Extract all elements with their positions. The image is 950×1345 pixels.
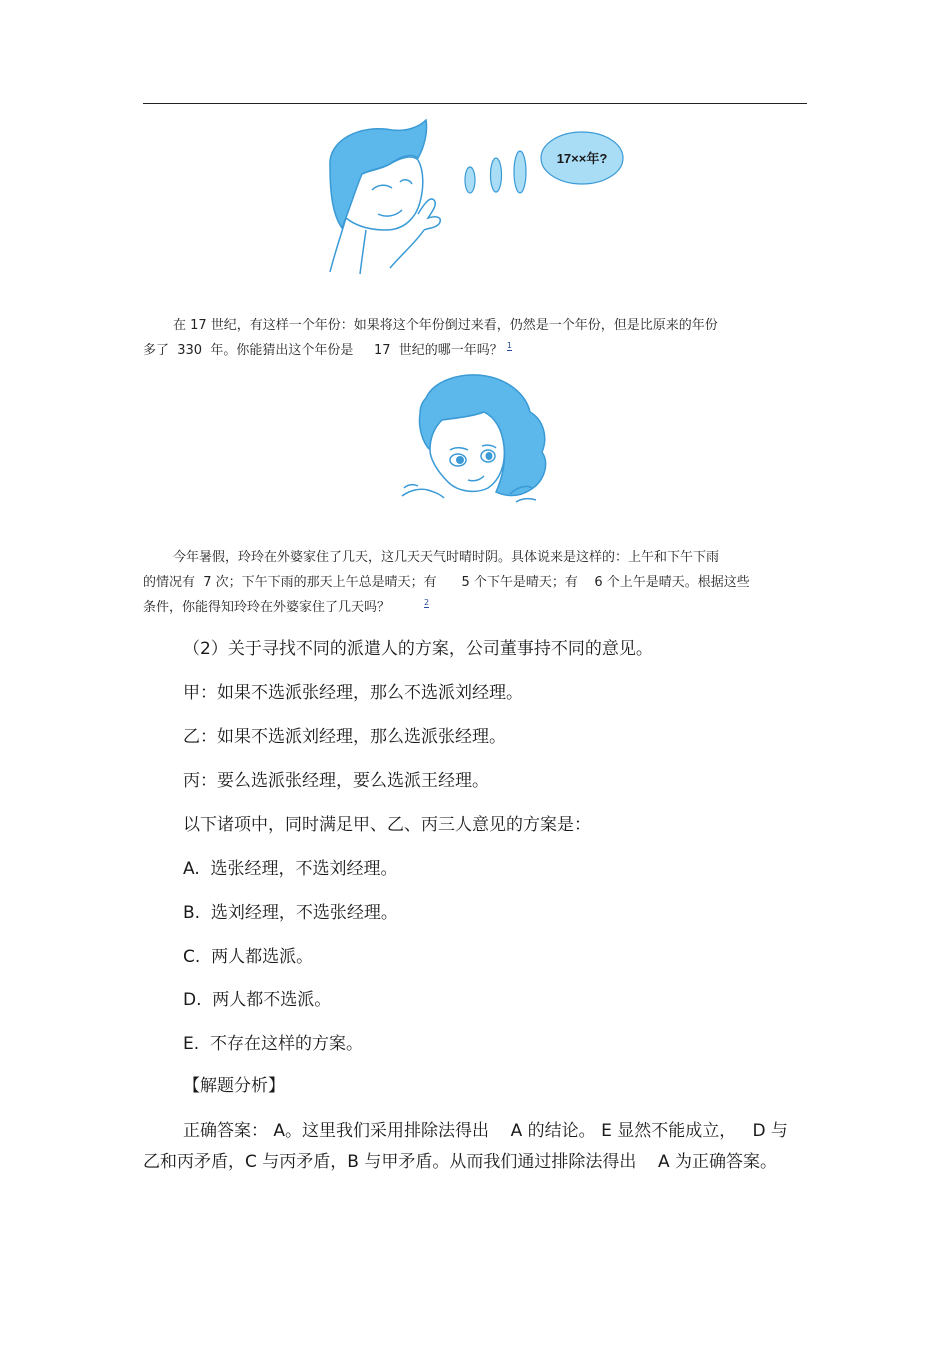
- answer-line2: 乙和丙矛盾，C 与丙矛盾，B 与甲矛盾。从而我们通过排除法得出 A 为正确答案。: [143, 1152, 777, 1172]
- footnote-ref[interactable]: 1: [506, 341, 512, 350]
- option-c: C. 两人都选派。: [183, 947, 314, 967]
- puzzle2-line3: [143, 595, 793, 620]
- puzzle1-paragraph: [143, 313, 793, 363]
- option-b: B. 选刘经理，不选张经理。: [183, 903, 398, 923]
- puzzle1-line1: 在 17 世纪，有这样一个年份：如果将这个年份倒过来看，仍然是一个年份，但是比原来的年份: [173, 318, 718, 333]
- option-e: E. 不存在这样的方案。: [183, 1034, 363, 1054]
- question-prompt: 以下诸项中，同时满足甲、乙、丙三人意见的方案是：: [183, 815, 591, 835]
- puzzle2-paragraph: [143, 545, 793, 620]
- thought-dot: [465, 167, 475, 193]
- puzzle2-line2: 的情况有 7 次；下午下雨的那天上午总是晴天；有 5 个下午是晴天；有 6 个上午是晴天。根据这些: [143, 575, 750, 590]
- boy-hair: [330, 120, 427, 228]
- puzzle1-line2: [143, 338, 793, 363]
- thought-bubble-text: 17××年?: [556, 151, 608, 166]
- analysis-heading: 【解题分析】: [183, 1076, 285, 1096]
- puzzle1-line2-text: 多了 330 年。你能猜出这个年份是 17 世纪的哪一年吗？: [143, 343, 503, 358]
- question-intro: （2）关于寻找不同的派遣人的方案，公司董事持不同的意见。: [183, 639, 653, 659]
- header-rule: [143, 103, 807, 104]
- answer-line1: 正确答案： A。这里我们采用排除法得出 A 的结论。 E 显然不能成立， D 与: [183, 1121, 788, 1141]
- girl-shrugging-illustration: [398, 372, 553, 512]
- puzzle2-line1: 今年暑假，玲玲在外婆家住了几天，这几天天气时晴时阴。具体说来是这样的：上午和下午下雨: [173, 550, 720, 565]
- option-d: D. 两人都不选派。: [183, 990, 332, 1010]
- opinion-jia: 甲：如果不选派张经理，那么不选派刘经理。: [183, 683, 523, 703]
- puzzle2-line3-text: 条件，你能得知玲玲在外婆家住了几天吗？: [143, 600, 391, 615]
- opinion-bing: 丙：要么选派张经理，要么选派王经理。: [183, 771, 489, 791]
- option-a: A. 选张经理，不选刘经理。: [183, 859, 398, 879]
- thought-dot: [514, 151, 526, 193]
- thought-dot: [491, 158, 502, 192]
- opinion-yi: 乙：如果不选派刘经理，那么选派张经理。: [183, 727, 506, 747]
- footnote-ref[interactable]: 2: [424, 598, 430, 607]
- boy-thinking-illustration: [320, 118, 630, 278]
